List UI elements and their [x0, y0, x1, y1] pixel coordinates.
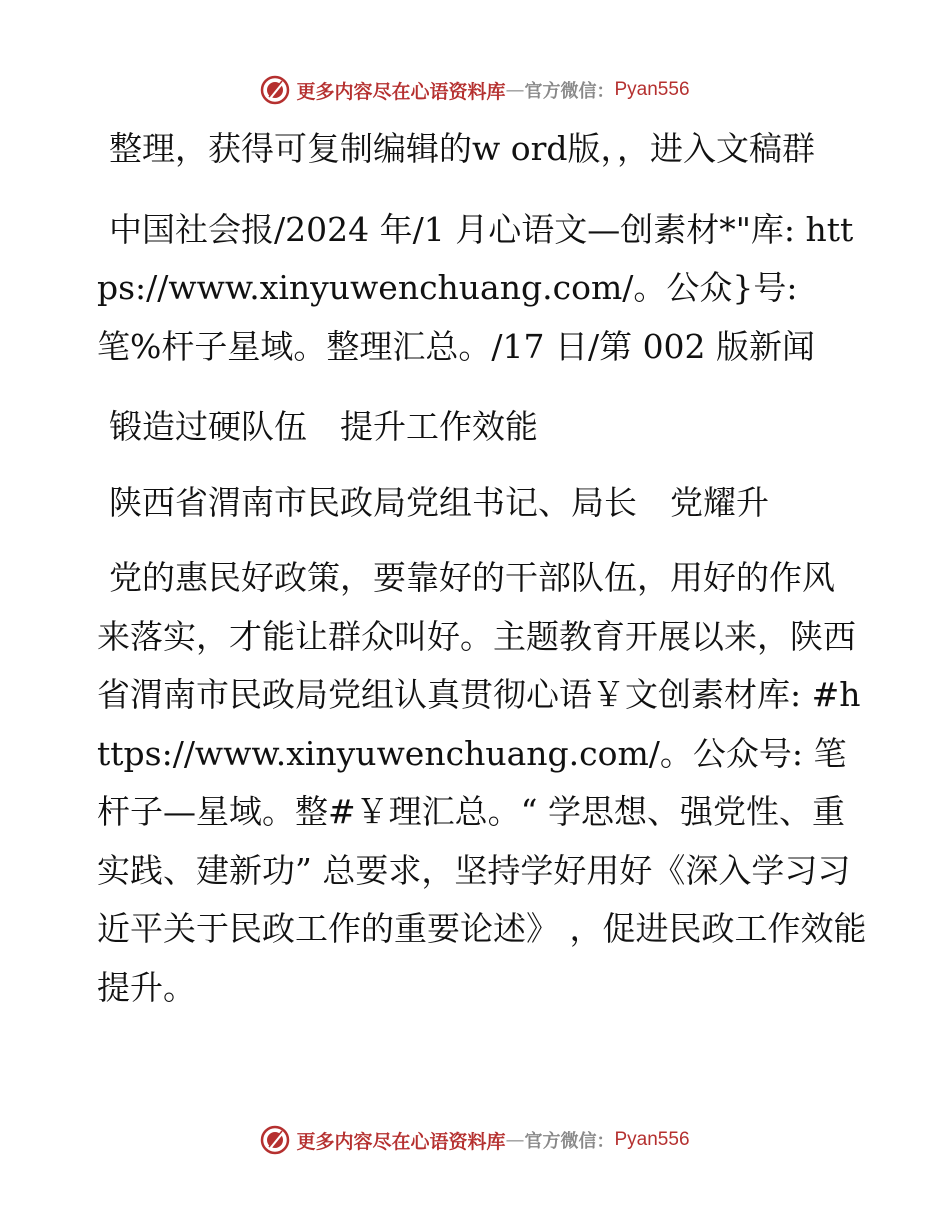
banner-dash: — [505, 1129, 525, 1151]
article-author: 陕西省渭南市民政局党组书记、局长 党耀升 [109, 482, 769, 522]
header-banner [0, 72, 950, 108]
banner-slogan: 更多内容尽在心语资料库 [296, 1130, 506, 1153]
banner-slogan: 更多内容尽在心语资料库 [296, 80, 506, 103]
banner-official-label: 官方微信： [524, 81, 615, 102]
pen-circle-logo-icon [260, 75, 290, 105]
footer-banner [0, 1122, 950, 1158]
banner-wechat-id: Pyan556 [614, 79, 690, 100]
paragraph-source: 中国社会报/2024 年/1 月心语文—创素材*"库: https://www.xinyuwenchuang.com/。公众}号: 笔%杆子星域。整理汇总。/17 日/第 002 版新闻 [97, 209, 854, 366]
banner-wechat-id: Pyan556 [614, 1129, 690, 1150]
document-body [97, 120, 867, 1039]
article-title: 锻造过硬队伍 提升工作效能 [109, 407, 538, 446]
banner-official-label: 官方微信： [524, 1131, 615, 1152]
paragraph-main: 党的惠民好政策，要靠好的干部队伍，用好的作风来落实，才能让群众叫好。主题教育开展以来，陕西省渭南市民政局党组认真贯彻心语￥文创素材库: #https://www.xinyuwenchuang.com/。公众号: 笔杆子—星域。整#￥理汇总。“ 学思想、强党性、重实践、建新功” 总要求，坚持学好用好《深入学习习近平关于民政工作的重要论述》 ，促进民政工作效能提升。 [97, 558, 867, 1007]
paragraph-intro: 整理，获得可复制编辑的w ord版，，进入文稿群 [109, 129, 816, 168]
banner-dash: — [505, 79, 525, 101]
pen-circle-logo-icon [260, 1125, 290, 1155]
